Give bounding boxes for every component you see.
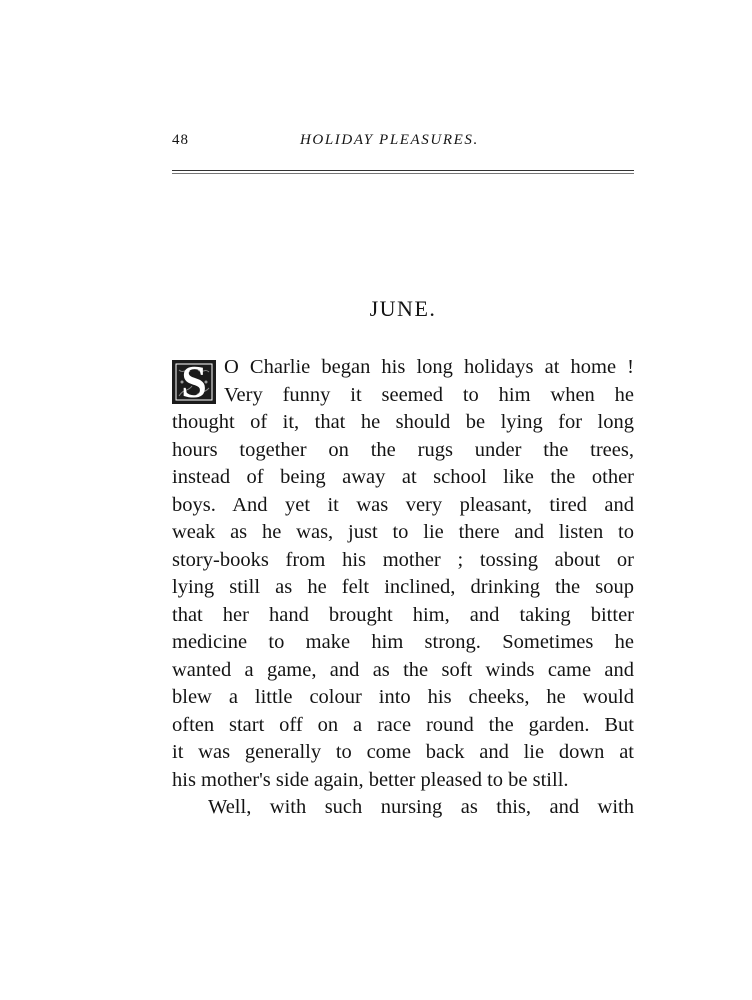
text-line: Well, with such nursing as this, and with: [208, 796, 634, 818]
text-line: boys. And yet it was very pleasant, tired and: [172, 493, 634, 516]
text-line: lying still as he felt inclined, drinking the soup: [172, 576, 634, 598]
text-line: instead of being away at school like the other: [172, 466, 634, 488]
text-line: that her hand brought him, and taking bitter: [172, 603, 634, 626]
running-title: HOLIDAY PLEASURES.: [300, 132, 479, 148]
drop-cap-letter: S: [181, 360, 207, 404]
text-line: Very funny it seemed to him when he: [224, 383, 634, 406]
text-line: O Charlie began his long holidays at home !: [224, 356, 634, 378]
text-line: medicine to make him strong. Sometimes he: [172, 631, 634, 653]
text-line: thought of it, that he should be lying for long: [172, 411, 634, 433]
chapter-title: JUNE.: [369, 296, 437, 321]
text-line: blew a little colour into his cheeks, he would: [172, 686, 634, 708]
text-line: wanted a game, and as the soft winds came and: [172, 658, 634, 681]
text-line: weak as he was, just to lie there and listen to: [172, 521, 634, 543]
running-head: [172, 132, 634, 154]
ornamental-drop-cap: [172, 360, 216, 404]
text-line: his mother's side again, better pleased to be still.: [172, 768, 569, 791]
text-line: hours together on the rugs under the trees,: [172, 438, 634, 461]
text-line: it was generally to come back and lie down at: [172, 741, 634, 763]
page-number: 48: [172, 132, 189, 148]
text-line: story-books from his mother ; tossing about or: [172, 548, 634, 571]
header-rule-secondary: [172, 173, 634, 174]
text-line: often start off on a race round the garden. But: [172, 713, 634, 736]
header-rule: [172, 170, 634, 171]
body-text: [172, 354, 634, 822]
